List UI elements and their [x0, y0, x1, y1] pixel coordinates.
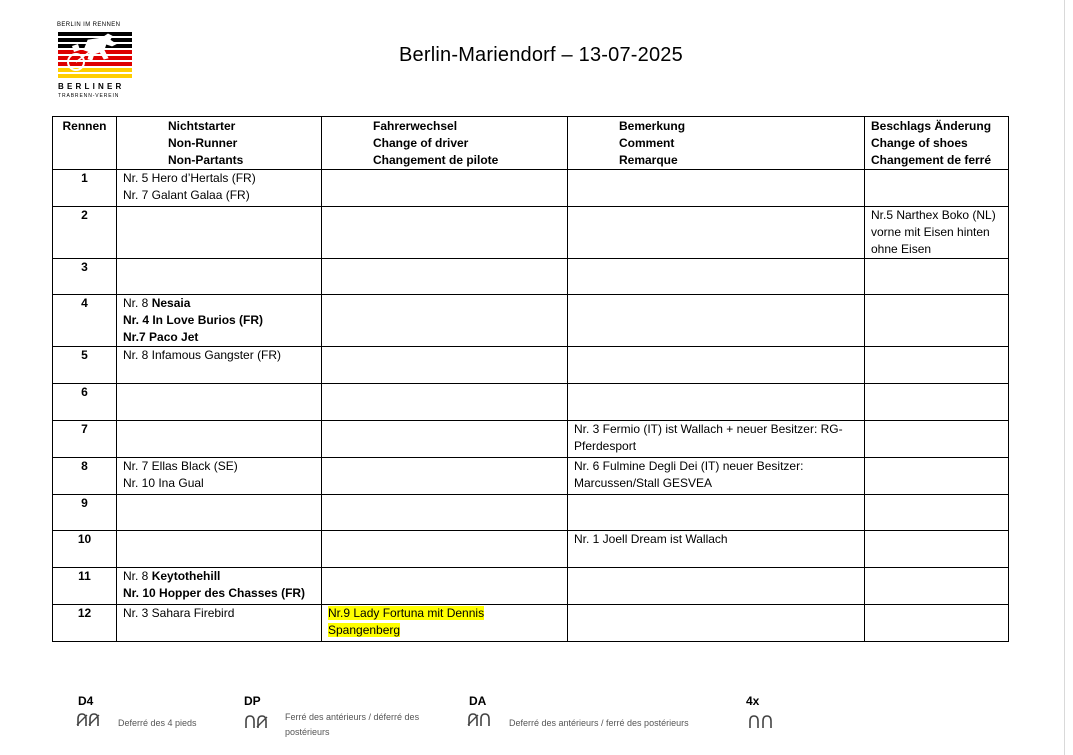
- shoes-change-cell: [865, 458, 1009, 495]
- table-header-row: [53, 117, 1009, 170]
- nonstarter-cell: [117, 295, 322, 347]
- race-number: 5: [53, 347, 117, 384]
- shoes-change-cell: [865, 605, 1009, 642]
- header-driver-change: [322, 117, 568, 170]
- table-row: [53, 207, 1009, 259]
- header-shoes-change: [865, 117, 1009, 170]
- remark-text: Nr. 6 Fulmine Degli Dei (IT) neuer Besitzer: Marcussen/Stall GESVEA: [574, 459, 804, 490]
- remark-cell: [568, 207, 865, 259]
- nonstarter-entry: [123, 187, 315, 204]
- table-row: [53, 568, 1009, 605]
- page-title: Berlin-Mariendorf – 13-07-2025: [399, 44, 683, 66]
- header-nonstarter: [117, 117, 322, 170]
- nonstarter-text: Nr. 7 Ellas Black (SE): [123, 459, 238, 473]
- table-row: [53, 458, 1009, 495]
- header-shoes-fr: Changement de ferré: [871, 153, 992, 167]
- shoes-change-cell: [865, 384, 1009, 421]
- header-driver-fr: Changement de pilote: [373, 153, 499, 167]
- header-driver-de: Fahrerwechsel: [373, 119, 458, 133]
- shoes-change-cell: [865, 495, 1009, 531]
- driver-change-cell: [322, 170, 568, 207]
- nonstarter-text: Nesaia: [151, 296, 191, 310]
- race-number: 8: [53, 458, 117, 495]
- remark-cell: [568, 495, 865, 531]
- horseshoe-da-icon: [467, 713, 491, 727]
- nonstarter-cell: [117, 170, 322, 207]
- legend-text-d4: Deferré des 4 pieds: [118, 718, 197, 728]
- logo-brand: BERLINER: [58, 82, 125, 91]
- legend-text-dp: Ferré des antérieurs / déferré des postérieurs: [285, 712, 420, 737]
- berliner-trabrenn-verein-logo: [55, 22, 135, 102]
- driver-change-cell: [322, 259, 568, 295]
- table-row: [53, 259, 1009, 295]
- nonstarter-text: Nr.7 Paco Jet: [123, 330, 199, 344]
- nonstarter-entry: [123, 347, 315, 364]
- table-row: [53, 605, 1009, 642]
- nonstarter-entry: [123, 458, 315, 475]
- nonstarter-cell: [117, 605, 322, 642]
- remark-text: Nr. 3 Fermio (IT) ist Wallach + neuer Besitzer: RG-Pferdesport: [574, 422, 843, 453]
- nonstarter-cell: [117, 568, 322, 605]
- remark-cell: [568, 605, 865, 642]
- header-shoes-de: Beschlags Änderung: [871, 119, 992, 133]
- nonstarter-text: Nr. 3 Sahara Firebird: [123, 606, 235, 620]
- nonstarter-cell: [117, 259, 322, 295]
- legend-text-da: Deferré des antérieurs / ferré des postérieurs: [509, 718, 689, 728]
- nonstarter-cell: [117, 384, 322, 421]
- header-nonstarter-de: Nichtstarter: [168, 119, 236, 133]
- remark-cell: [568, 259, 865, 295]
- header-rennen: Rennen: [53, 117, 117, 170]
- nonstarter-cell: [117, 458, 322, 495]
- header-remark-de: Bemerkung: [619, 119, 686, 133]
- race-number: 10: [53, 531, 117, 568]
- table-row: [53, 295, 1009, 347]
- nonstarter-entry: [123, 568, 315, 585]
- nonstarter-cell: [117, 531, 322, 568]
- nonstarter-cell: [117, 421, 322, 458]
- horseshoe-dp-icon: [244, 715, 268, 729]
- nonstarter-entry: [123, 475, 315, 492]
- table-row: [53, 421, 1009, 458]
- race-number: 11: [53, 568, 117, 605]
- nonstarter-text: Nr. 10 Hopper des Chasses (FR): [123, 586, 306, 600]
- race-number: 3: [53, 259, 117, 295]
- driver-change-cell: [322, 568, 568, 605]
- logo-top-text: BERLIN IM RENNEN: [57, 22, 121, 28]
- driver-change-cell: [322, 531, 568, 568]
- nonstarter-text: Nr. 8 Infamous Gangster (FR): [123, 348, 282, 362]
- nonstarter-cell: [117, 207, 322, 259]
- nonstarter-text: Keytothehill: [151, 569, 221, 583]
- table-row: [53, 347, 1009, 384]
- remark-cell: [568, 568, 865, 605]
- remark-text: Nr. 1 Joell Dream ist Wallach: [574, 532, 728, 546]
- table-row: [53, 170, 1009, 207]
- logo-subtitle: TRABRENN-VEREIN: [58, 93, 120, 99]
- table-row: [53, 531, 1009, 568]
- remark-cell: [568, 295, 865, 347]
- racing-horse-flag-icon: [58, 32, 132, 78]
- table-body: [53, 170, 1009, 642]
- legend-code-4x: 4x: [746, 694, 760, 708]
- shoes-change-cell: [865, 531, 1009, 568]
- nonstarter-entry: [123, 295, 315, 312]
- driver-change-cell: [322, 347, 568, 384]
- race-number: 2: [53, 207, 117, 259]
- horseshoe-4x-icon: [748, 715, 774, 729]
- driver-change-cell: [322, 495, 568, 531]
- driver-change-cell: [322, 421, 568, 458]
- shoes-change-cell: [865, 421, 1009, 458]
- legend-code-dp: DP: [244, 694, 261, 708]
- race-number: 12: [53, 605, 117, 642]
- legend-code-da: DA: [469, 694, 487, 708]
- shoes-change-cell: [865, 347, 1009, 384]
- legend-code-d4: D4: [78, 694, 94, 708]
- race-number: 4: [53, 295, 117, 347]
- header-remark-en: Comment: [619, 136, 675, 150]
- nonstarter-text: Nr. 5 Hero d’Hertals (FR): [123, 171, 256, 185]
- table-row: [53, 495, 1009, 531]
- header-remark: [568, 117, 865, 170]
- remark-cell: [568, 347, 865, 384]
- shoes-change-cell: [865, 568, 1009, 605]
- nonstarter-cell: [117, 347, 322, 384]
- remark-cell: [568, 384, 865, 421]
- driver-change-cell: [322, 605, 568, 642]
- nonstarter-entry: [123, 329, 315, 346]
- header-shoes-en: Change of shoes: [871, 136, 968, 150]
- race-number: 9: [53, 495, 117, 531]
- nonstarter-text: Nr. 8: [123, 296, 152, 310]
- race-changes-table: [52, 116, 1009, 642]
- header-remark-fr: Remarque: [619, 153, 678, 167]
- table-row: [53, 384, 1009, 421]
- nonstarter-text: Nr. 4 In Love Burios (FR): [123, 313, 264, 327]
- driver-change-cell: [322, 207, 568, 259]
- remark-cell: [568, 531, 865, 568]
- nonstarter-text: Nr. 7 Galant Galaa (FR): [123, 188, 250, 202]
- driver-change-text: Nr.9 Lady Fortuna mit Dennis Spangenberg: [328, 606, 485, 637]
- header-driver-en: Change of driver: [373, 136, 469, 150]
- shoes-change-cell: [865, 207, 1009, 259]
- nonstarter-cell: [117, 495, 322, 531]
- race-number: 1: [53, 170, 117, 207]
- shoes-change-cell: [865, 170, 1009, 207]
- driver-change-cell: [322, 458, 568, 495]
- horseshoe-d4-icon: [76, 713, 100, 727]
- remark-cell: [568, 458, 865, 495]
- nonstarter-entry: [123, 605, 315, 622]
- shoes-change-cell: [865, 259, 1009, 295]
- remark-cell: [568, 421, 865, 458]
- remark-cell: [568, 170, 865, 207]
- nonstarter-text: Nr. 8: [123, 569, 152, 583]
- driver-change-cell: [322, 384, 568, 421]
- shoes-change-cell: [865, 295, 1009, 347]
- driver-change-cell: [322, 295, 568, 347]
- shoes-change-text: Nr.5 Narthex Boko (NL) vorne mit Eisen hinten ohne Eisen: [871, 208, 996, 256]
- nonstarter-entry: [123, 585, 315, 602]
- nonstarter-entry: [123, 312, 315, 329]
- race-number: 7: [53, 421, 117, 458]
- header-nonstarter-en: Non-Runner: [168, 136, 238, 150]
- nonstarter-entry: [123, 170, 315, 187]
- header-nonstarter-fr: Non-Partants: [168, 153, 244, 167]
- nonstarter-text: Nr. 10 Ina Gual: [123, 476, 204, 490]
- race-number: 6: [53, 384, 117, 421]
- page-edge: [1064, 0, 1065, 755]
